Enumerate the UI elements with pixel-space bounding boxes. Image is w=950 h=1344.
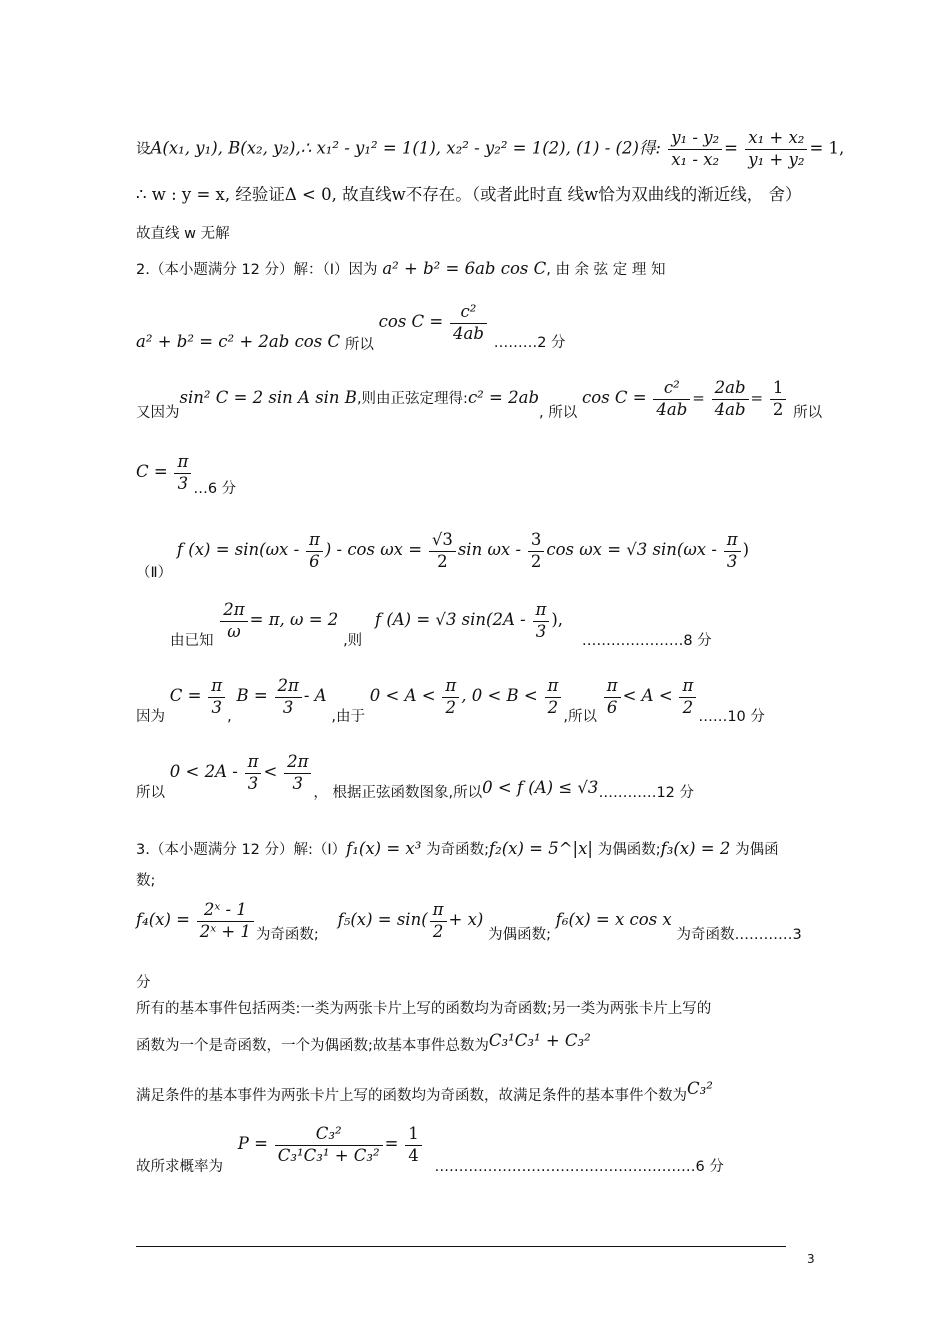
q3-odd: 为奇函数; — [426, 842, 489, 858]
q3-odd3: 为奇函数…………3 — [676, 927, 802, 944]
q3-even: 为偶函数; — [597, 842, 661, 858]
q3-basic2-math: C₃¹C₃¹ + C₃² — [488, 1031, 591, 1050]
q3-prob-label: 故所求概率为 — [136, 1159, 223, 1176]
q2-intro-line — [136, 258, 666, 280]
q3-P-val — [405, 1124, 422, 1166]
q2-score2: ………2 分 — [493, 335, 566, 352]
q2-cosC-lhs: cos C = — [378, 312, 444, 332]
q3-f5-frac — [430, 900, 447, 942]
q2-final: 0 < f (A) ≤ √3 — [482, 778, 599, 798]
q2-c2-rel: c² = 2ab — [467, 388, 540, 408]
q2-C-frac — [174, 452, 191, 494]
q2-score6: …6 分 — [193, 481, 237, 498]
q2-C-num: π — [174, 452, 191, 474]
q2-so3: 所以 — [793, 405, 823, 422]
q2-fx-r3 — [429, 530, 456, 572]
q2-C-lhs: C = — [136, 462, 168, 482]
q2-so5: 所以 — [136, 785, 165, 802]
q3-f4-den: 2ˣ + 1 — [199, 921, 251, 941]
q2-C2-num: π — [208, 676, 225, 698]
q2-r2-frac1 — [245, 752, 262, 794]
q2-because: 因为 — [136, 709, 165, 726]
p1-frac-a — [668, 128, 722, 170]
q3-meet-line — [136, 1079, 713, 1106]
q3-intro: 3.（本小题满分 12 分）解:（Ⅰ） — [136, 842, 347, 858]
q2-r2-num2: 2π — [284, 752, 311, 774]
q2-fx-e: ) — [742, 540, 750, 560]
q2-fA-den: 3 — [535, 621, 547, 641]
q2-fx-line — [136, 530, 750, 582]
q3-P-eq: = — [384, 1134, 399, 1154]
q3-f5-rest: + x) — [448, 910, 484, 930]
footer-rule — [136, 1246, 786, 1247]
p1-frac-a-num: y₁ - y₂ — [668, 128, 722, 150]
p1-line2: ∴ w : y = x, 经验证Δ < 0, 故直线w不存在。（或者此时直 线w恰为双曲线的渐近线， 舍） — [136, 185, 802, 204]
q3-f1: f₁(x) = x³ — [346, 839, 422, 858]
q2-fA-num: π — [533, 600, 550, 622]
q2-fx-32-num: 3 — [528, 530, 545, 552]
q2-comma: , — [227, 709, 232, 726]
q3-wrap: 数; — [136, 873, 156, 889]
q2-law-line — [136, 302, 566, 354]
q2-C-den: 3 — [177, 473, 189, 493]
q2-ineq-b-den: 2 — [547, 697, 559, 717]
q2-part2-label: （Ⅱ） — [136, 565, 173, 582]
q2-rng-den2: 2 — [682, 697, 694, 717]
q2-rng-num1: π — [604, 676, 621, 698]
q3-P-val-num: 1 — [405, 1124, 422, 1146]
q2-so: 所以 — [344, 337, 374, 354]
q2-ineq-a-num: π — [442, 676, 459, 698]
q2-fx-32-den: 2 — [530, 551, 542, 571]
q2-w-num: 2π — [220, 600, 247, 622]
q2-r2-mid: < — [263, 762, 278, 782]
q2-B-num: 2π — [275, 676, 302, 698]
q3-P-lhs: P = — [237, 1134, 268, 1154]
q3-f5-den: 2 — [432, 921, 444, 941]
q3-odd2: 为奇函数; — [255, 927, 319, 944]
q2-f2 — [712, 378, 749, 420]
q2-sine-law: ,则由正弦定理得: — [356, 391, 468, 408]
q2-f3-den: 2 — [772, 399, 784, 419]
q2-score8: …………………8 分 — [581, 633, 712, 650]
q3-f4-line — [136, 900, 802, 942]
q2-f1 — [653, 378, 690, 420]
q2-w-frac — [220, 600, 247, 642]
q2-ineq-b-frac — [545, 676, 562, 718]
q2-r2-num1: π — [245, 752, 262, 774]
q2-sin-rel: sin² C = 2 sin A sin B — [179, 388, 357, 408]
q2-law-cos: a² + b² = c² + 2ab cos C — [136, 332, 341, 352]
q2-B-den: 3 — [282, 697, 294, 717]
q2-fx-pi3-den: 3 — [726, 551, 738, 571]
q2-then: ,则 — [343, 633, 363, 650]
q2-C2-frac — [208, 676, 225, 718]
q2-r2-den1: 3 — [247, 773, 259, 793]
q2-rng-num2: π — [679, 676, 696, 698]
q3-prob-line — [136, 1124, 724, 1176]
q2-f3-num: 1 — [770, 378, 787, 400]
q2-also: 又因为 — [136, 405, 180, 422]
q2-since: ,由于 — [331, 709, 365, 726]
q2-fx-32 — [528, 530, 545, 572]
q3-f4-frac — [197, 900, 254, 942]
q3-basic1: 所有的基本事件包括两类:一类为两张卡片上写的函数均为奇函数;另一类为两张卡片上写的 — [136, 1001, 712, 1017]
q2-w-den: ω — [227, 621, 241, 641]
q3-basic2: 函数为一个是奇函数，一个为偶函数;故基本事件总数为 — [136, 1038, 489, 1054]
q2-known: 由已知 — [170, 633, 214, 650]
q2-f2-num: 2ab — [712, 378, 749, 400]
q2-fx-pi3-num: π — [724, 530, 741, 552]
q2-rng-frac1 — [604, 676, 621, 718]
q3-P-den: C₃¹C₃¹ + C₃² — [277, 1145, 380, 1165]
q2-f1-den: 4ab — [656, 399, 688, 419]
q3-P-num: C₃² — [275, 1124, 383, 1146]
q3-f2: f₂(x) = 5^|x| — [488, 839, 593, 858]
q2-f3 — [770, 378, 787, 420]
q2-f2-den: 4ab — [714, 399, 746, 419]
q2-ineq-a-den: 2 — [445, 697, 457, 717]
p1-prefix: 设 — [136, 141, 151, 158]
q2-ineq-a-frac — [442, 676, 459, 718]
q2-fx-pi3 — [724, 530, 741, 572]
q2-f1-num: c² — [653, 378, 690, 400]
q2-so4: ,所以 — [563, 709, 597, 726]
q2-fx-r3-num: √3 — [429, 530, 456, 552]
q2-score10: ……10 分 — [698, 709, 765, 726]
q2-r2-frac2 — [284, 752, 311, 794]
q3-P-frac — [275, 1124, 383, 1166]
p1-frac-a-den: x₁ - x₂ — [671, 149, 720, 169]
q2-fA-a: f (A) = √3 sin(2A - — [374, 610, 526, 630]
p1-math: A(x₁, y₁), B(x₂, y₂),∴ x₁² - y₁² = 1(1), x₂² - y₂² = 1(2), (1) - (2)得: — [150, 138, 661, 158]
q2-score12: …………12 分 — [598, 785, 694, 802]
q3-meet: 满足条件的基本事件为两张卡片上写的函数均为奇函数，故满足条件的基本事件个数为 — [136, 1088, 687, 1104]
q2-by-sine: ， 根据正弦函数图象,所以 — [313, 785, 483, 802]
q2-intro: 2.（本小题满分 12 分）解：（Ⅰ）因为 — [136, 262, 378, 278]
q3-wrap-score: 分 — [136, 975, 151, 991]
q3-P-val-den: 4 — [408, 1145, 419, 1165]
q2-ineq-a: 0 < A < — [369, 686, 436, 706]
p1-frac-b — [745, 128, 807, 170]
q2-rng-mid: < A < — [622, 686, 673, 706]
q3-score6: ………………………………………………6 分 — [434, 1159, 724, 1176]
q2-w-rest: = π, ω = 2 — [249, 610, 339, 630]
q3-f5-num: π — [430, 900, 447, 922]
q2-rng-frac2 — [679, 676, 696, 718]
q3-f5-lhs: f₅(x) = sin( — [337, 910, 428, 930]
q2-fx-pi6 — [306, 530, 323, 572]
q2-cosC2-lhs: cos C = — [582, 388, 647, 408]
q2-fA-b: ), — [551, 610, 564, 630]
q2-cosC-frac — [450, 302, 487, 344]
q2-because-line — [136, 676, 765, 726]
p1-frac-b-den: y₁ + y₂ — [748, 149, 805, 169]
q2-fx-r3-den: 2 — [437, 551, 448, 571]
q3-f6: f₆(x) = x cos x — [555, 910, 672, 930]
q3-basic2-line — [136, 1031, 591, 1056]
q2-ineq-b: , 0 < B < — [461, 686, 538, 706]
q2-intro-math: a² + b² = 6ab cos C — [382, 259, 547, 278]
q3-meet-math: C₃² — [687, 1079, 713, 1098]
q3-f4-num: 2ˣ - 1 — [197, 900, 254, 922]
q2-r2-den2: 3 — [292, 773, 303, 793]
q2-r2-a: 0 < 2A - — [169, 762, 238, 782]
q3-even2: 为偶函数; — [488, 927, 551, 944]
q2-cosC-num: c² — [450, 302, 487, 324]
p1-frac-b-num: x₁ + x₂ — [745, 128, 807, 150]
q2-C-line — [136, 452, 237, 498]
q2-intro-end: , 由 余 弦 定 理 知 — [546, 262, 666, 278]
q2-known-line — [170, 600, 712, 650]
q2-B-rest: - A — [303, 686, 327, 706]
p1-line1: 设A(x₁, y₁), B(x₂, y₂),∴ x₁² - y₁² = 1(1), x₂² - y₂² = 1(2), (1) - (2)得: $\frac{\text{y₁ - y₂}}{\text{x₁ - x₂}}$ = $\frac{\text{x₁ + x₂}}{\text{y₁ + y₂}}$ = 1, — [136, 128, 845, 169]
q2-rng-den1: 6 — [606, 697, 618, 717]
q2-B-lhs: B = — [236, 686, 268, 706]
q3-even-tail: 为偶函 — [735, 842, 779, 858]
q2-fx-b: ) - cos ωx = — [324, 540, 423, 560]
q2-ineq-b-num: π — [545, 676, 562, 698]
q2-sine-line: 又因为sin² C = 2 sin A sin B,则由正弦定理得:c² = 2ab, 所以 cos C = $\frac{\text{c²}}{4ab}$ = $\frac{2ab}{4ab}$ = $\frac{1}{2}$ 所以 — [136, 378, 823, 422]
q2-fx-d: cos ωx = √3 sin(ωx - — [546, 540, 717, 560]
q2-B-frac — [275, 676, 302, 718]
p1-line3: 故直线 w 无解 — [136, 226, 230, 242]
q3-intro-line — [136, 838, 779, 860]
q2-fA-frac — [533, 600, 550, 642]
q2-fx-pi6-den: 6 — [309, 551, 320, 571]
p1-end: = 1, — [809, 138, 845, 158]
q2-final-line — [136, 752, 694, 802]
page-number: 3 — [807, 1252, 815, 1266]
q2-fx-c: sin ωx - — [457, 540, 522, 560]
q2-fx-a: f (x) = sin(ωx - — [176, 540, 300, 560]
q2-fx-pi6-num: π — [306, 530, 323, 552]
q2-so2: , 所以 — [539, 405, 578, 422]
q2-C2-den: 3 — [211, 697, 222, 717]
q3-f3: f₃(x) = 2 — [660, 839, 731, 858]
q2-C2-lhs: C = — [169, 686, 202, 706]
q3-f4-lhs: f₄(x) = — [136, 910, 190, 930]
q2-cosC-den: 4ab — [453, 323, 484, 343]
